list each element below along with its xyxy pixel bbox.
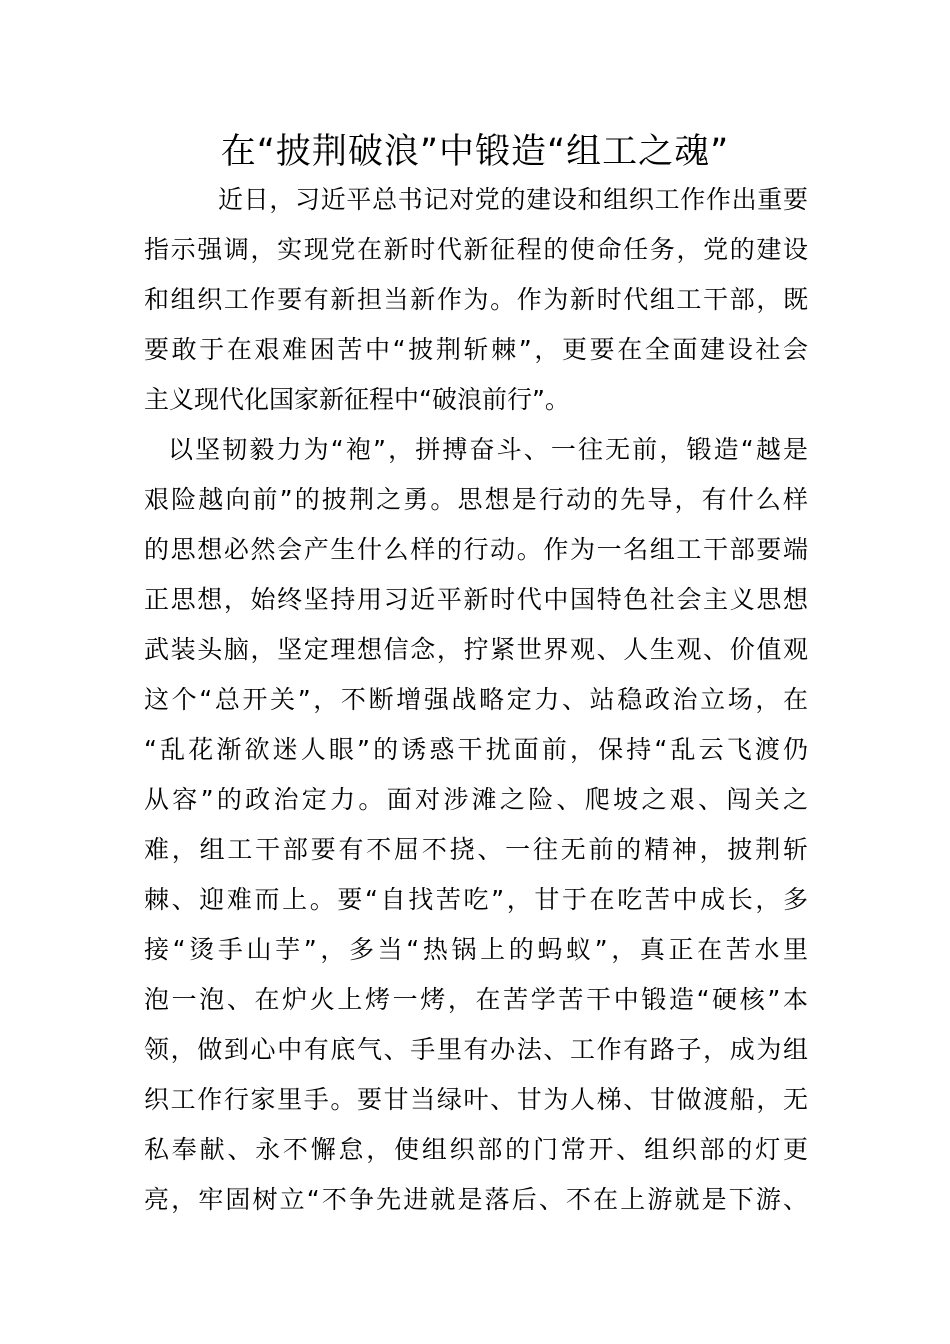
body-line: 武装头脑，坚定理想信念，拧紧世界观、人生观、价值观: [144, 635, 808, 664]
document-title: 在“披荆破浪”中锻造“组工之魂”: [220, 132, 730, 172]
body-line: 私奉献、永不懈怠，使组织部的门常开、组织部的灯更: [144, 1135, 808, 1164]
body-line: 近日，习近平总书记对党的建设和组织工作作出重要: [218, 185, 808, 214]
body-line: 这个“总开关”，不断增强战略定力、站稳政治立场，在: [144, 685, 808, 714]
body-line: 亮，牢固树立“不争先进就是落后、不在上游就是下游、: [144, 1185, 808, 1214]
body-line: 接“烫手山芋”，多当“热锅上的蚂蚁”，真正在苦水里: [144, 935, 808, 964]
body-line: 棘、迎难而上。要“自找苦吃”，甘于在吃苦中成长，多: [144, 885, 808, 914]
body-line: 从容”的政治定力。面对涉滩之险、爬坡之艰、闯关之: [144, 785, 808, 814]
body-line: 的思想必然会产生什么样的行动。作为一名组工干部要端: [144, 535, 808, 564]
body-line: “乱花渐欲迷人眼”的诱惑干扰面前，保持“乱云飞渡仍: [144, 735, 808, 764]
body-line: 织工作行家里手。要甘当绿叶、甘为人梯、甘做渡船，无: [144, 1085, 808, 1114]
body-line: 难，组工干部要有不屈不挠、一往无前的精神，披荆斩: [144, 835, 808, 864]
body-line: 以坚韧毅力为“袍”，拼搏奋斗、一往无前，锻造“越是: [168, 435, 808, 464]
body-line: 要敢于在艰难困苦中“披荆斩棘”，更要在全面建设社会: [144, 335, 808, 364]
body-line: 领，做到心中有底气、手里有办法、工作有路子，成为组: [144, 1035, 808, 1064]
body-line: 艰险越向前”的披荆之勇。思想是行动的先导，有什么样: [144, 485, 808, 514]
body-line: 正思想，始终坚持用习近平新时代中国特色社会主义思想: [144, 585, 808, 614]
body-line: 指示强调，实现党在新时代新征程的使命任务，党的建设: [144, 235, 808, 264]
body-line: 主义现代化国家新征程中“破浪前行”。: [144, 385, 570, 414]
body-line: 泡一泡、在炉火上烤一烤，在苦学苦干中锻造“硬核”本: [144, 985, 808, 1014]
body-line: 和组织工作要有新担当新作为。作为新时代组工干部，既: [144, 285, 808, 314]
